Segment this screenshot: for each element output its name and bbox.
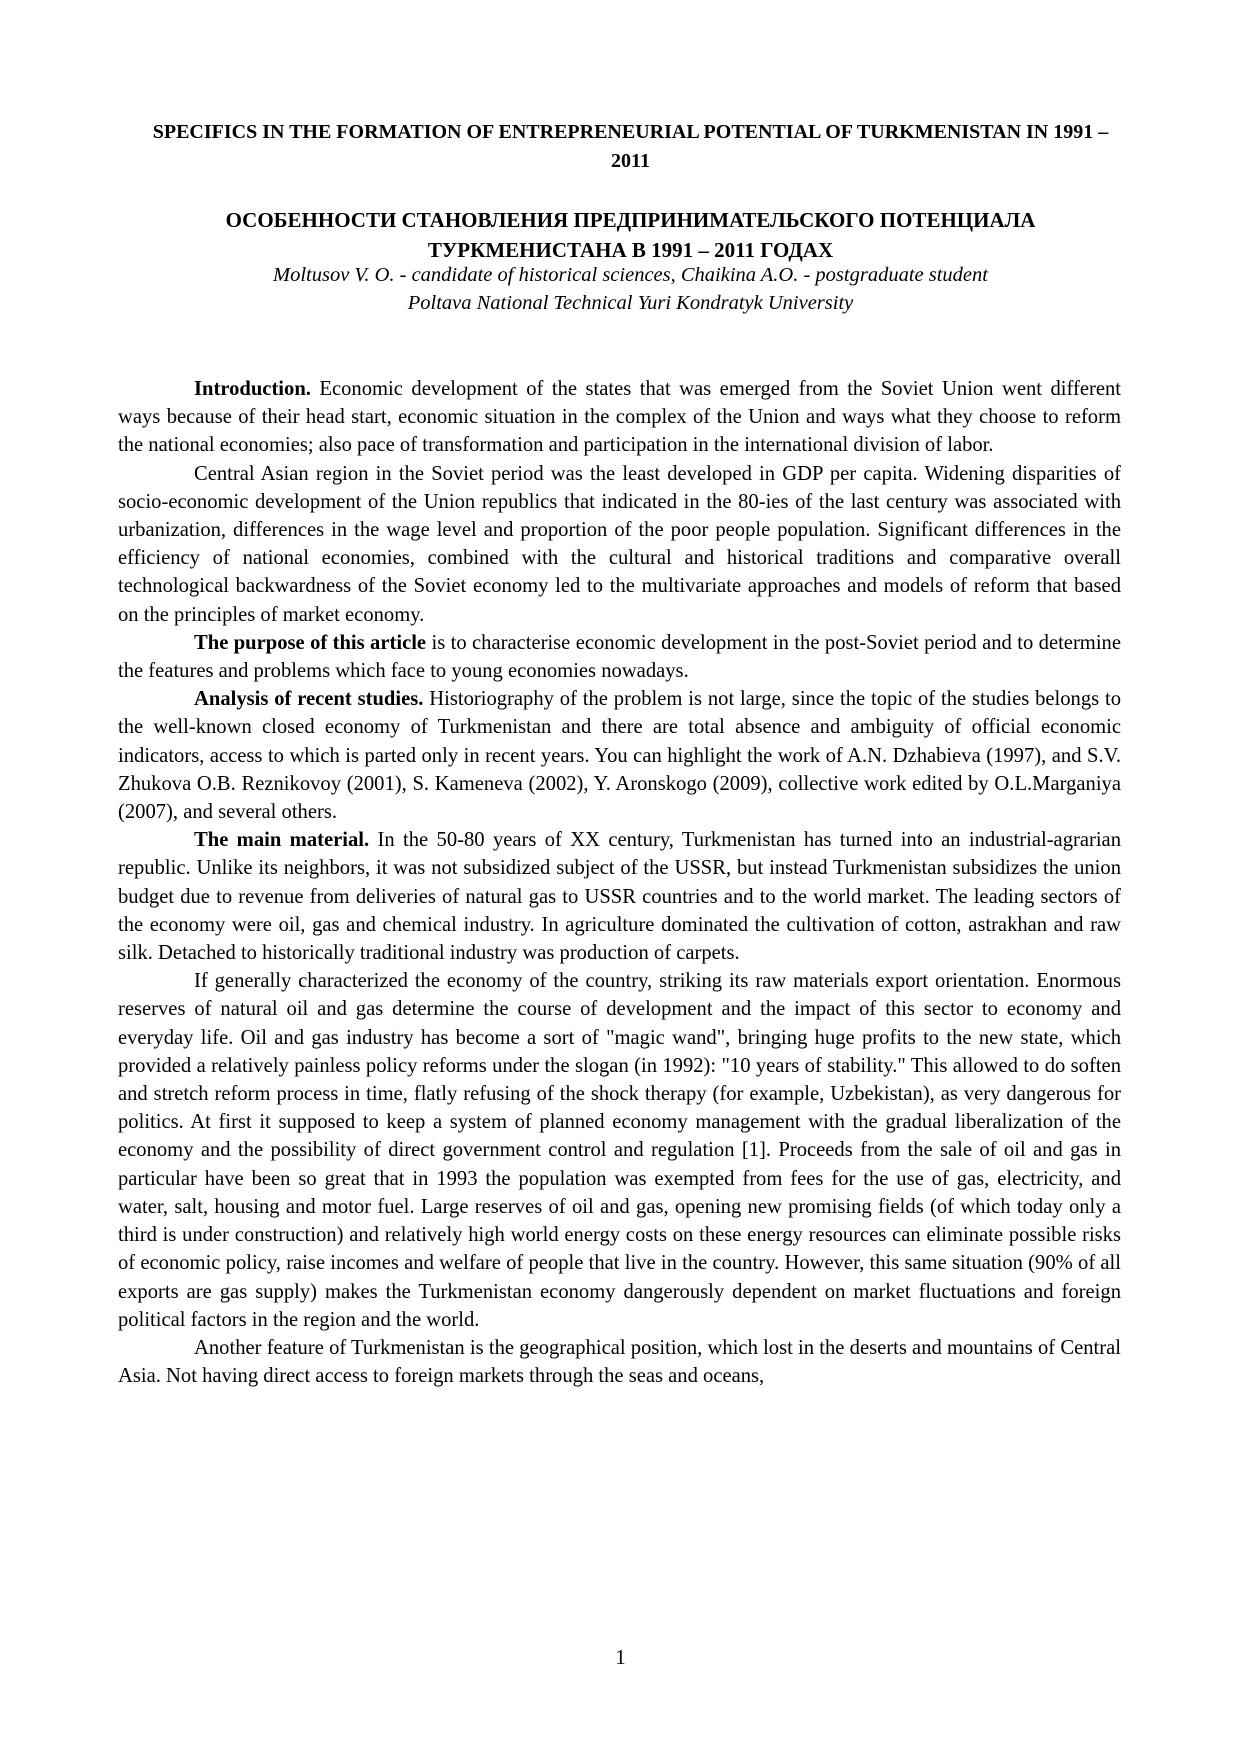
paragraph-main-material [118, 826, 1121, 967]
paragraph-lead: The main material. [194, 829, 370, 852]
paragraph-analysis [118, 685, 1121, 826]
paragraph-text: Another feature of Turkmenistan is the geographical position, which lost in the deserts and mountains of Central Asia. Not having direct access to foreign markets through the seas and oceans, [118, 1336, 1121, 1388]
article-body [118, 375, 1121, 1390]
page-number: 1 [615, 1645, 626, 1669]
paragraph-lead: Analysis of recent studies. [194, 688, 424, 711]
paragraph-text: is to characterise economic development in the post-Soviet period and to determine the features and problems which face to young economies nowadays. [118, 631, 1121, 683]
paragraph-introduction [118, 375, 1121, 460]
paragraph-text: Historiography of the problem is not large, since the topic of the studies belongs to the well-known closed economy of Turkmenistan and there are total absence and ambiguity of official economic indicators, access to which is parted only in recent years. You can highlight the work of A.N. Dzhabieva (1997), and S.V. Zhukova O.B. Reznikovoy (2001), S. Kameneva (2002), Y. Aronskogo (2009), collective work edited by O.L.Marganiya (2007), and several others. [118, 688, 1121, 824]
paragraph-economy [118, 967, 1121, 1334]
title-english: SPECIFICS IN THE FORMATION OF ENTREPRENEURIAL POTENTIAL OF TURKMENISTAN IN 1991 – 2011 [152, 121, 1109, 172]
title-russian: ОСОБЕННОСТИ СТАНОВЛЕНИЯ ПРЕДПРИНИМАТЕЛЬСКОГО ПОТЕНЦИАЛА ТУРКМЕНИСТАНА В 1991 – 2011 ГОДАХ [225, 208, 1036, 262]
paragraph-geography [118, 1334, 1121, 1390]
paragraph-purpose [118, 629, 1121, 685]
paragraph-lead: Introduction. [194, 378, 311, 400]
paragraph-lead: The purpose of this article [194, 631, 427, 654]
paragraph-text: Central Asian region in the Soviet period was the least developed in GDP per capita. Widening disparities of socio-economic development of the Union republics that indicated in the 80-ies of the last century was associated with urbanization, differences in the wage level and proportion of the poor people population. Significant differences in the efficiency of national economies, combined with the cultural and historical traditions and comparative overall technological backwardness of the Soviet economy led to the multivariate approaches and models of reform that based on the principles of market economy. [118, 462, 1121, 626]
paragraph-central-asia [118, 460, 1121, 629]
paragraph-text: In the 50-80 years of XX century, Turkmenistan has turned into an industrial-agrarian republic. Unlike its neighbors, it was not subsidized subject of the USSR, but instead Turkmenistan subsidizes the union budget due to revenue from deliveries of natural gas to USSR countries and to the world market. The leading sectors of the economy were oil, gas and chemical industry. In agriculture dominated the cultivation of cotton, astrakhan and raw silk. Detached to historically traditional industry was production of carpets. [118, 829, 1121, 965]
paragraph-text: Economic development of the states that was emerged from the Soviet Union went different ways because of their head start, economic situation in the complex of the Union and ways what they choose to reform the national economies; also pace of transformation and participation in the international division of labor. [118, 378, 1121, 457]
affiliation-line: Poltava National Technical Yuri Kondratyk University [407, 292, 854, 314]
author-block [150, 261, 1111, 317]
paragraph-text: If generally characterized the economy of the country, striking its raw materials export orientation. Enormous reserves of natural oil and gas determine the course of development and the impact of this sector to economy and everyday life. Oil and gas industry has become a sort of "magic wand", bringing huge profits to the new state, which provided a relatively painless policy reforms under the slogan (in 1992): "10 years of stability." This allowed to do soften and stretch reform process in time, flatly refusing of the shock therapy (for example, Uzbekistan), as very dangerous for politics. At first it supposed to keep a system of planned economy management with the gradual liberalization of the economy and the possibility of direct government control and regulation [1]. Proceeds from the sale of oil and gas in particular have been so great that in 1993 the population was exempted from fees for the use of gas, electricity, and water, salt, housing and motor fuel. Large reserves of oil and gas, opening new promising fields (of which today only a third is under construction) and relatively high world energy costs on these energy resources can eliminate possible risks of economic policy, raise incomes and welfare of people that live in the country. However, this same situation (90% of all exports are gas supply) makes the Turkmenistan economy dangerously dependent on market fluctuations and foreign political factors in the region and the world. [118, 970, 1121, 1331]
authors-line: Moltusov V. O. - candidate of historical sciences, Chaikina A.O. - postgraduate student [273, 264, 988, 286]
